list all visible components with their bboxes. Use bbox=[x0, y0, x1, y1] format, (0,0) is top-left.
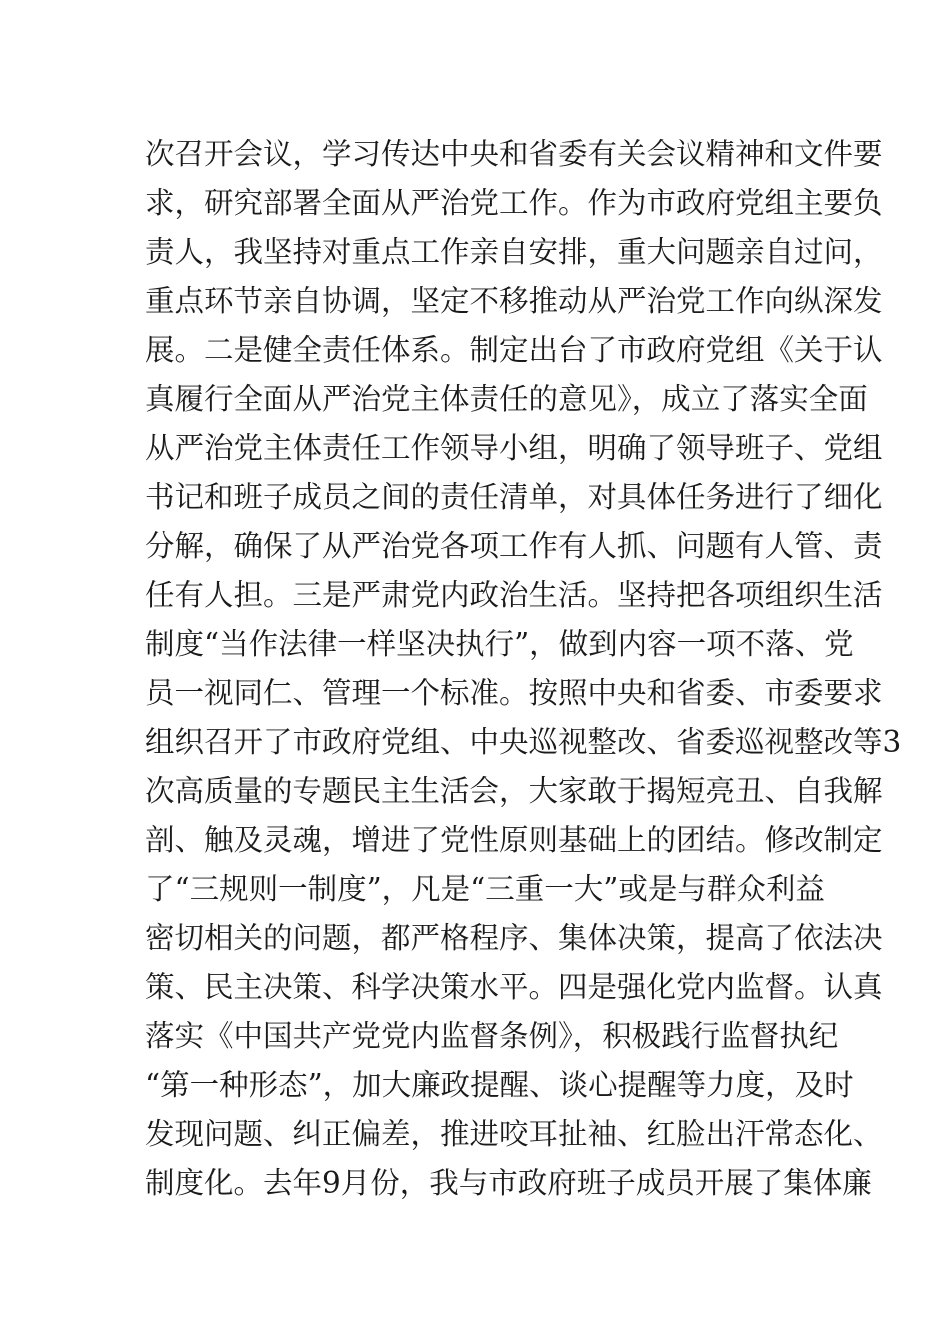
text-line: 次高质量的专题民主生活会，大家敢于揭短亮丑、自我解 bbox=[145, 774, 883, 808]
text-line: 责人，我坚持对重点工作亲自安排，重大问题亲自过问， bbox=[145, 235, 883, 269]
text-line: 分解，确保了从严治党各项工作有人抓、问题有人管、责 bbox=[145, 529, 883, 563]
text-line: 剖、触及灵魂，增进了党性原则基础上的团结。修改制定 bbox=[145, 823, 883, 857]
text-line: 制度“当作法律一样坚决执行”，做到内容一项不落、党 bbox=[145, 627, 854, 661]
text-line: “第一种形态”，加大廉政提醒、谈心提醒等力度，及时 bbox=[145, 1068, 854, 1102]
text-line: 策、民主决策、科学决策水平。四是强化党内监督。认真 bbox=[145, 970, 883, 1004]
body-text bbox=[145, 130, 902, 1208]
text-line: 次召开会议，学习传达中央和省委有关会议精神和文件要 bbox=[145, 137, 883, 171]
text-line: 书记和班子成员之间的责任清单，对具体任务进行了细化 bbox=[145, 480, 883, 514]
text-line: 重点环节亲自协调，坚定不移推动从严治党工作向纵深发 bbox=[145, 284, 883, 318]
text-line: 落实《中国共产党党内监督条例》，积极践行监督执纪 bbox=[145, 1019, 839, 1053]
text-line: 制度化。去年9月份，我与市政府班子成员开展了集体廉 bbox=[145, 1166, 872, 1200]
text-line: 求，研究部署全面从严治党工作。作为市政府党组主要负 bbox=[145, 186, 883, 220]
text-line: 了“三规则一制度”，凡是“三重一大”或是与群众利益 bbox=[145, 872, 825, 906]
text-line: 真履行全面从严治党主体责任的意见》，成立了落实全面 bbox=[145, 382, 868, 416]
text-line: 密切相关的问题，都严格程序、集体决策，提高了依法决 bbox=[145, 921, 883, 955]
text-line: 从严治党主体责任工作领导小组，明确了领导班子、党组 bbox=[145, 431, 883, 465]
text-line: 展。二是健全责任体系。制定出台了市政府党组《关于认 bbox=[145, 333, 883, 367]
text-line: 任有人担。三是严肃党内政治生活。坚持把各项组织生活 bbox=[145, 578, 883, 612]
text-line: 发现问题、纠正偏差，推进咬耳扯袖、红脸出汗常态化、 bbox=[145, 1117, 883, 1151]
text-line: 组织召开了市政府党组、中央巡视整改、省委巡视整改等3 bbox=[145, 725, 902, 759]
text-line: 员一视同仁、管理一个标准。按照中央和省委、市委要求 bbox=[145, 676, 883, 710]
